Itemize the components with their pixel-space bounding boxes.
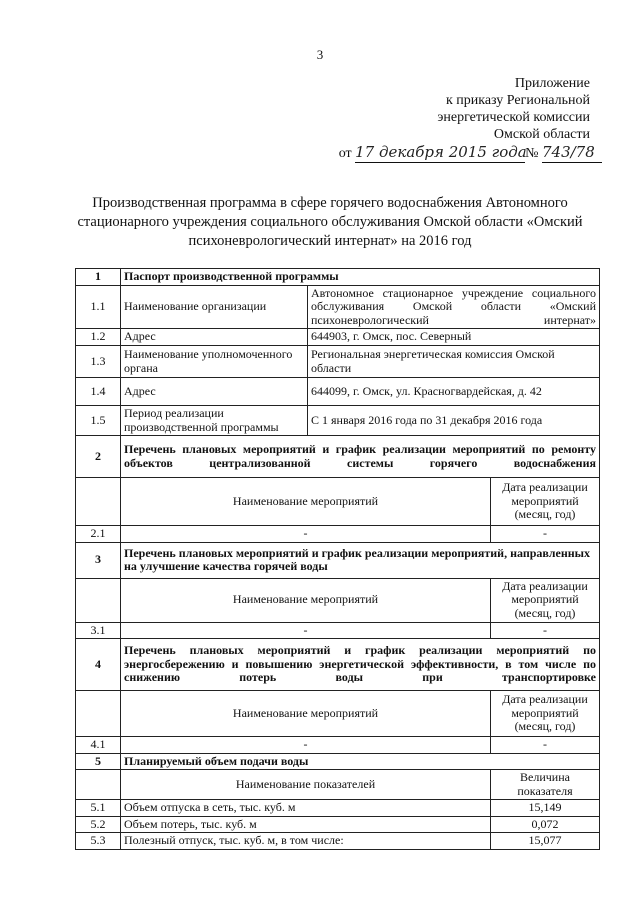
section-title: Перечень плановых мероприятий и график реализации мероприятий по энергосбережению и повышению энергетической эффективности, в том числе по снижению потерь воды при транспортировке bbox=[121, 639, 600, 691]
row-value: Автономное стационарное учреждение социального обслуживания Омской области «Омский психоневрологический интернат» bbox=[308, 285, 600, 329]
column-header-date: Дата реализации мероприятий (месяц, год) bbox=[491, 691, 600, 737]
row-number: 1.5 bbox=[76, 406, 121, 436]
order-prefix: от bbox=[338, 146, 352, 161]
table-row bbox=[76, 329, 600, 346]
row-value: 644903, г. Омск, пос. Северный bbox=[308, 329, 600, 346]
program-table bbox=[75, 268, 600, 850]
row-value: С 1 января 2016 года по 31 декабря 2016 года bbox=[308, 406, 600, 436]
row-number: 1.2 bbox=[76, 329, 121, 346]
section-number: 1 bbox=[76, 269, 121, 286]
row-label: Адрес bbox=[121, 329, 308, 346]
column-header-date: Дата реализации мероприятий (месяц, год) bbox=[491, 478, 600, 526]
row-number: 1.1 bbox=[76, 285, 121, 329]
section-3-header bbox=[76, 542, 600, 578]
order-number-handwritten: 743/78 bbox=[542, 143, 595, 161]
row-value: 15,149 bbox=[491, 800, 600, 817]
row-label: Наименование организации bbox=[121, 285, 308, 329]
section-1-header bbox=[76, 269, 600, 286]
column-header-row bbox=[76, 478, 600, 526]
row-value: 644099, г. Омск, ул. Красногвардейская, д. 42 bbox=[308, 378, 600, 406]
row-name: - bbox=[121, 737, 491, 754]
row-number: 5.1 bbox=[76, 800, 121, 817]
row-number: 5.3 bbox=[76, 833, 121, 850]
row-number: 4.1 bbox=[76, 737, 121, 754]
row-name: Полезный отпуск, тыс. куб. м, в том числе: bbox=[121, 833, 491, 850]
table-row bbox=[76, 737, 600, 754]
column-header-row bbox=[76, 578, 600, 622]
column-header-row bbox=[76, 770, 600, 800]
appendix-line-4: Омской области bbox=[493, 127, 590, 142]
page-number: 3 bbox=[316, 47, 324, 62]
row-label: Наименование уполномоченного органа bbox=[121, 346, 308, 378]
section-title: Перечень плановых мероприятий и график реализации мероприятий по ремонту объектов централизованной системы горячего водоснабжения bbox=[121, 436, 600, 478]
column-header-name: Наименование мероприятий bbox=[121, 691, 491, 737]
table-row bbox=[76, 406, 600, 436]
section-2-header bbox=[76, 436, 600, 478]
row-number: 3.1 bbox=[76, 622, 121, 639]
column-header-row bbox=[76, 691, 600, 737]
row-name: - bbox=[121, 526, 491, 543]
table-row bbox=[76, 526, 600, 543]
appendix-line-1: Приложение bbox=[514, 76, 590, 91]
appendix-line-2: к приказу Региональной bbox=[445, 93, 590, 108]
row-number: 5.2 bbox=[76, 816, 121, 833]
section-number: 4 bbox=[76, 639, 121, 691]
row-value: 15,077 bbox=[491, 833, 600, 850]
table-row bbox=[76, 816, 600, 833]
row-date: - bbox=[491, 526, 600, 543]
appendix-block bbox=[437, 75, 590, 143]
table-row bbox=[76, 622, 600, 639]
column-header-date: Дата реализации мероприятий (месяц, год) bbox=[491, 578, 600, 622]
column-header-name: Наименование мероприятий bbox=[121, 578, 491, 622]
column-header-name: Наименование показателей bbox=[121, 770, 491, 800]
section-4-header bbox=[76, 639, 600, 691]
section-number: 5 bbox=[76, 753, 121, 770]
section-number: 3 bbox=[76, 542, 121, 578]
section-title: Паспорт производственной программы bbox=[121, 269, 600, 286]
row-number: 1.3 bbox=[76, 346, 121, 378]
row-date: - bbox=[491, 622, 600, 639]
section-5-header bbox=[76, 753, 600, 770]
column-header-name: Наименование мероприятий bbox=[121, 478, 491, 526]
appendix-line-3: энергетической комиссии bbox=[437, 110, 590, 125]
section-number: 2 bbox=[76, 436, 121, 478]
table-row bbox=[76, 346, 600, 378]
order-date-handwritten: 17 декабря 2015 года bbox=[355, 143, 527, 161]
section-title: Планируемый объем подачи воды bbox=[121, 753, 600, 770]
row-name: Объем потерь, тыс. куб. м bbox=[121, 816, 491, 833]
section-title: Перечень плановых мероприятий и график реализации мероприятий, направленных на улучшение качества горячей воды bbox=[121, 542, 600, 578]
order-number-sign: № bbox=[525, 146, 539, 161]
table-row bbox=[76, 378, 600, 406]
row-label: Адрес bbox=[121, 378, 308, 406]
row-date: - bbox=[491, 737, 600, 754]
column-header-value: Величина показателя bbox=[491, 770, 600, 800]
table-row bbox=[76, 833, 600, 850]
table-row bbox=[76, 800, 600, 817]
row-value: 0,072 bbox=[491, 816, 600, 833]
row-number: 1.4 bbox=[76, 378, 121, 406]
table-row bbox=[76, 285, 600, 329]
row-value: Региональная энергетическая комиссия Омской области bbox=[308, 346, 600, 378]
row-name: Объем отпуска в сеть, тыс. куб. м bbox=[121, 800, 491, 817]
order-line bbox=[339, 143, 602, 163]
document-title: Производственная программа в сфере горячего водоснабжения Автономного стационарного учреждения социального обслуживания Омской области «Омский психоневрологический интернат» на 2016 год bbox=[77, 195, 583, 249]
row-name: - bbox=[121, 622, 491, 639]
row-number: 2.1 bbox=[76, 526, 121, 543]
row-label: Период реализации производственной программы bbox=[121, 406, 308, 436]
